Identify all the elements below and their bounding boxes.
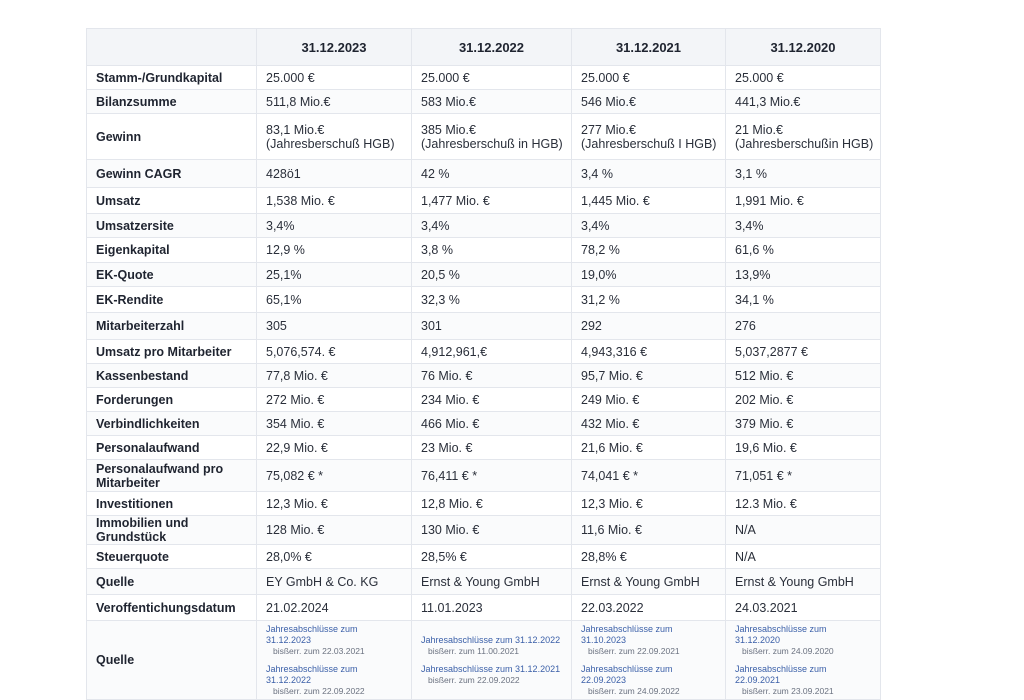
table-row xyxy=(87,460,881,492)
table-cell: 4,912,961,€ xyxy=(412,340,572,364)
table-cell: 24.03.2021 xyxy=(726,595,881,621)
table-cell: 441,3 Mio.€ xyxy=(726,90,881,114)
sources-cell xyxy=(412,621,572,700)
table-cell xyxy=(572,114,726,160)
table-cell: 5,076,574. € xyxy=(257,340,412,364)
table-row xyxy=(87,214,881,238)
table-cell: 276 xyxy=(726,313,881,340)
table-cell: 583 Mio.€ xyxy=(412,90,572,114)
table-cell: Ernst & Young GmbH xyxy=(572,569,726,595)
table-cell: 42 % xyxy=(412,160,572,188)
source-entry xyxy=(421,635,565,657)
table-cell: 25.000 € xyxy=(572,66,726,90)
table-cell: 75,082 € * xyxy=(257,460,412,492)
table-row xyxy=(87,412,881,436)
header-year: 31.12.2023 xyxy=(257,29,412,66)
table-cell: 3,8 % xyxy=(412,238,572,263)
financial-table xyxy=(86,28,881,700)
table-cell: 76 Mio. € xyxy=(412,364,572,388)
row-label: Bilanzsumme xyxy=(87,90,257,114)
table-row xyxy=(87,160,881,188)
source-link[interactable]: Jahresabschlüsse zum 31.12.2021 xyxy=(421,664,561,674)
table-cell: 428ö1 xyxy=(257,160,412,188)
table-cell: 3,1 % xyxy=(726,160,881,188)
table-cell: 95,7 Mio. € xyxy=(572,364,726,388)
row-label: Mitarbeiterzahl xyxy=(87,313,257,340)
table-cell: 65,1% xyxy=(257,287,412,313)
source-date: bisßerr. zum 24.09.2020 xyxy=(742,646,834,656)
table-cell: 34,1 % xyxy=(726,287,881,313)
table-cell: 25.000 € xyxy=(412,66,572,90)
table-cell: 3,4 % xyxy=(572,160,726,188)
row-label: Personalaufwand xyxy=(87,436,257,460)
table-cell: Ernst & Young GmbH xyxy=(412,569,572,595)
row-label: Quelle xyxy=(87,569,257,595)
sources-row xyxy=(87,621,881,700)
cell-value: 385 Mio.€ xyxy=(421,122,476,137)
table-cell: 25.000 € xyxy=(257,66,412,90)
source-date: bisßerr. zum 22.03.2021 xyxy=(273,646,365,656)
table-cell xyxy=(257,114,412,160)
table-cell xyxy=(726,114,881,160)
source-link[interactable]: Jahresabschlüsse zum 31.12.2022 xyxy=(266,664,358,685)
table-cell: 28,5% € xyxy=(412,545,572,569)
table-cell: 23 Mio. € xyxy=(412,436,572,460)
source-entry xyxy=(266,664,405,697)
table-cell: 78,2 % xyxy=(572,238,726,263)
source-entry xyxy=(581,664,719,697)
table-cell: 21.02.2024 xyxy=(257,595,412,621)
table-row xyxy=(87,340,881,364)
table-cell: 272 Mio. € xyxy=(257,388,412,412)
sources-cell xyxy=(572,621,726,700)
table-row xyxy=(87,90,881,114)
table-cell: 292 xyxy=(572,313,726,340)
table-cell: 13,9% xyxy=(726,263,881,287)
source-link[interactable]: Jahresabschlüsse zum 31.12.2022 xyxy=(421,635,561,645)
table-cell: 12,3 Mio. € xyxy=(572,492,726,516)
table-row xyxy=(87,287,881,313)
row-label: EK-Quote xyxy=(87,263,257,287)
sources-cell xyxy=(257,621,412,700)
table-row xyxy=(87,364,881,388)
table-row xyxy=(87,388,881,412)
table-cell: 19,6 Mio. € xyxy=(726,436,881,460)
row-label: Gewinn xyxy=(87,114,257,160)
table-cell: 3,4% xyxy=(726,214,881,238)
table-cell: 1,991 Mio. € xyxy=(726,188,881,214)
table-cell: 305 xyxy=(257,313,412,340)
header-row xyxy=(87,29,881,66)
table-cell: 511,8 Mio.€ xyxy=(257,90,412,114)
source-link[interactable]: Jahresabschlüsse zum 22.09.2021 xyxy=(735,664,827,685)
financial-table-wrapper xyxy=(86,28,880,700)
cell-note: (Jahresberschußin HGB) xyxy=(735,136,874,151)
table-cell: 61,6 % xyxy=(726,238,881,263)
table-row xyxy=(87,114,881,160)
source-link[interactable]: Jahresabschlüsse zum 31.12.2020 xyxy=(735,624,827,645)
cell-value: 21 Mio.€ xyxy=(735,122,783,137)
table-cell: 71,051 € * xyxy=(726,460,881,492)
table-row xyxy=(87,569,881,595)
cell-value: 83,1 Mio.€ xyxy=(266,122,325,137)
row-label: Umsatz xyxy=(87,188,257,214)
table-cell: 12,9 % xyxy=(257,238,412,263)
row-label: Gewinn CAGR xyxy=(87,160,257,188)
row-label: Forderungen xyxy=(87,388,257,412)
table-cell: 128 Mio. € xyxy=(257,516,412,545)
table-body xyxy=(87,66,881,700)
table-cell: 25.000 € xyxy=(726,66,881,90)
table-cell: 12.3 Mio. € xyxy=(726,492,881,516)
source-date: bisßerr. zum 22.09.2021 xyxy=(588,646,680,656)
table-cell: 432 Mio. € xyxy=(572,412,726,436)
row-label: Immobilien und Grundstück xyxy=(87,516,257,545)
sources-cell xyxy=(726,621,881,700)
table-cell: 25,1% xyxy=(257,263,412,287)
source-entry xyxy=(581,624,719,657)
row-label: Verbindlichkeiten xyxy=(87,412,257,436)
table-cell: 77,8 Mio. € xyxy=(257,364,412,388)
table-cell: 466 Mio. € xyxy=(412,412,572,436)
table-cell: 22,9 Mio. € xyxy=(257,436,412,460)
header-year: 31.12.2020 xyxy=(726,29,881,66)
table-cell: 301 xyxy=(412,313,572,340)
table-cell: 4,943,316 € xyxy=(572,340,726,364)
row-label: Umsatzersite xyxy=(87,214,257,238)
table-cell: 249 Mio. € xyxy=(572,388,726,412)
cell-value: 277 Mio.€ xyxy=(581,122,636,137)
table-cell: 130 Mio. € xyxy=(412,516,572,545)
row-label: Personalaufwand pro Mitarbeiter xyxy=(87,460,257,492)
row-label: Quelle xyxy=(87,621,257,700)
row-label: Eigenkapital xyxy=(87,238,257,263)
table-cell: 234 Mio. € xyxy=(412,388,572,412)
table-cell: 546 Mio.€ xyxy=(572,90,726,114)
row-label: Steuerquote xyxy=(87,545,257,569)
row-label: EK-Rendite xyxy=(87,287,257,313)
table-cell: 1,445 Mio. € xyxy=(572,188,726,214)
table-cell: 354 Mio. € xyxy=(257,412,412,436)
source-date: bisßerr. zum 11.00.2021 xyxy=(428,646,520,656)
table-cell: 28,8% € xyxy=(572,545,726,569)
table-cell: 32,3 % xyxy=(412,287,572,313)
table-cell: 21,6 Mio. € xyxy=(572,436,726,460)
table-row xyxy=(87,238,881,263)
table-cell: N/A xyxy=(726,516,881,545)
table-cell: 74,041 € * xyxy=(572,460,726,492)
source-link[interactable]: Jahresabschlüsse zum 22.09.2023 xyxy=(581,664,673,685)
header-corner xyxy=(87,29,257,66)
table-cell: 3,4% xyxy=(257,214,412,238)
source-entry xyxy=(735,624,874,657)
row-label: Veroffentichungsdatum xyxy=(87,595,257,621)
table-cell: EY GmbH & Co. KG xyxy=(257,569,412,595)
table-cell: 1,538 Mio. € xyxy=(257,188,412,214)
table-row xyxy=(87,492,881,516)
table-cell: 76,411 € * xyxy=(412,460,572,492)
table-cell xyxy=(412,114,572,160)
table-row xyxy=(87,263,881,287)
table-cell: Ernst & Young GmbH xyxy=(726,569,881,595)
table-row xyxy=(87,595,881,621)
table-cell: 5,037,2877 € xyxy=(726,340,881,364)
header-year: 31.12.2021 xyxy=(572,29,726,66)
header-year: 31.12.2022 xyxy=(412,29,572,66)
table-cell: 11,6 Mio. € xyxy=(572,516,726,545)
row-label: Umsatz pro Mitarbeiter xyxy=(87,340,257,364)
row-label: Kassenbestand xyxy=(87,364,257,388)
row-label: Stamm-/Grundkapital xyxy=(87,66,257,90)
table-cell: 512 Mio. € xyxy=(726,364,881,388)
table-cell: N/A xyxy=(726,545,881,569)
table-row xyxy=(87,313,881,340)
table-row xyxy=(87,545,881,569)
table-cell: 31,2 % xyxy=(572,287,726,313)
cell-note: (Jahresberschuß HGB) xyxy=(266,136,395,151)
source-link[interactable]: Jahresabschlüsse zum 31.10.2023 xyxy=(581,624,673,645)
source-date: bisßerr. zum 22.09.2022 xyxy=(273,686,365,696)
table-cell: 1,477 Mio. € xyxy=(412,188,572,214)
cell-note: (Jahresberschuß in HGB) xyxy=(421,136,563,151)
table-cell: 11.01.2023 xyxy=(412,595,572,621)
table-row xyxy=(87,66,881,90)
source-date: bisßerr. zum 22.09.2022 xyxy=(428,675,520,685)
row-label: Investitionen xyxy=(87,492,257,516)
table-cell: 379 Mio. € xyxy=(726,412,881,436)
source-date: bisßerr. zum 23.09.2021 xyxy=(742,686,834,696)
source-entry xyxy=(266,624,405,657)
table-cell: 202 Mio. € xyxy=(726,388,881,412)
cell-note: (Jahresberschuß I HGB) xyxy=(581,136,717,151)
source-link[interactable]: Jahresabschlüsse zum 31.12.2023 xyxy=(266,624,358,645)
table-row xyxy=(87,516,881,545)
table-cell: 3,4% xyxy=(572,214,726,238)
table-row xyxy=(87,188,881,214)
source-entry xyxy=(735,664,874,697)
table-cell: 19,0% xyxy=(572,263,726,287)
table-cell: 12,8 Mio. € xyxy=(412,492,572,516)
table-cell: 28,0% € xyxy=(257,545,412,569)
table-cell: 12,3 Mio. € xyxy=(257,492,412,516)
table-cell: 20,5 % xyxy=(412,263,572,287)
table-cell: 22.03.2022 xyxy=(572,595,726,621)
table-row xyxy=(87,436,881,460)
table-cell: 3,4% xyxy=(412,214,572,238)
source-date: bisßerr. zum 24.09.2022 xyxy=(588,686,680,696)
